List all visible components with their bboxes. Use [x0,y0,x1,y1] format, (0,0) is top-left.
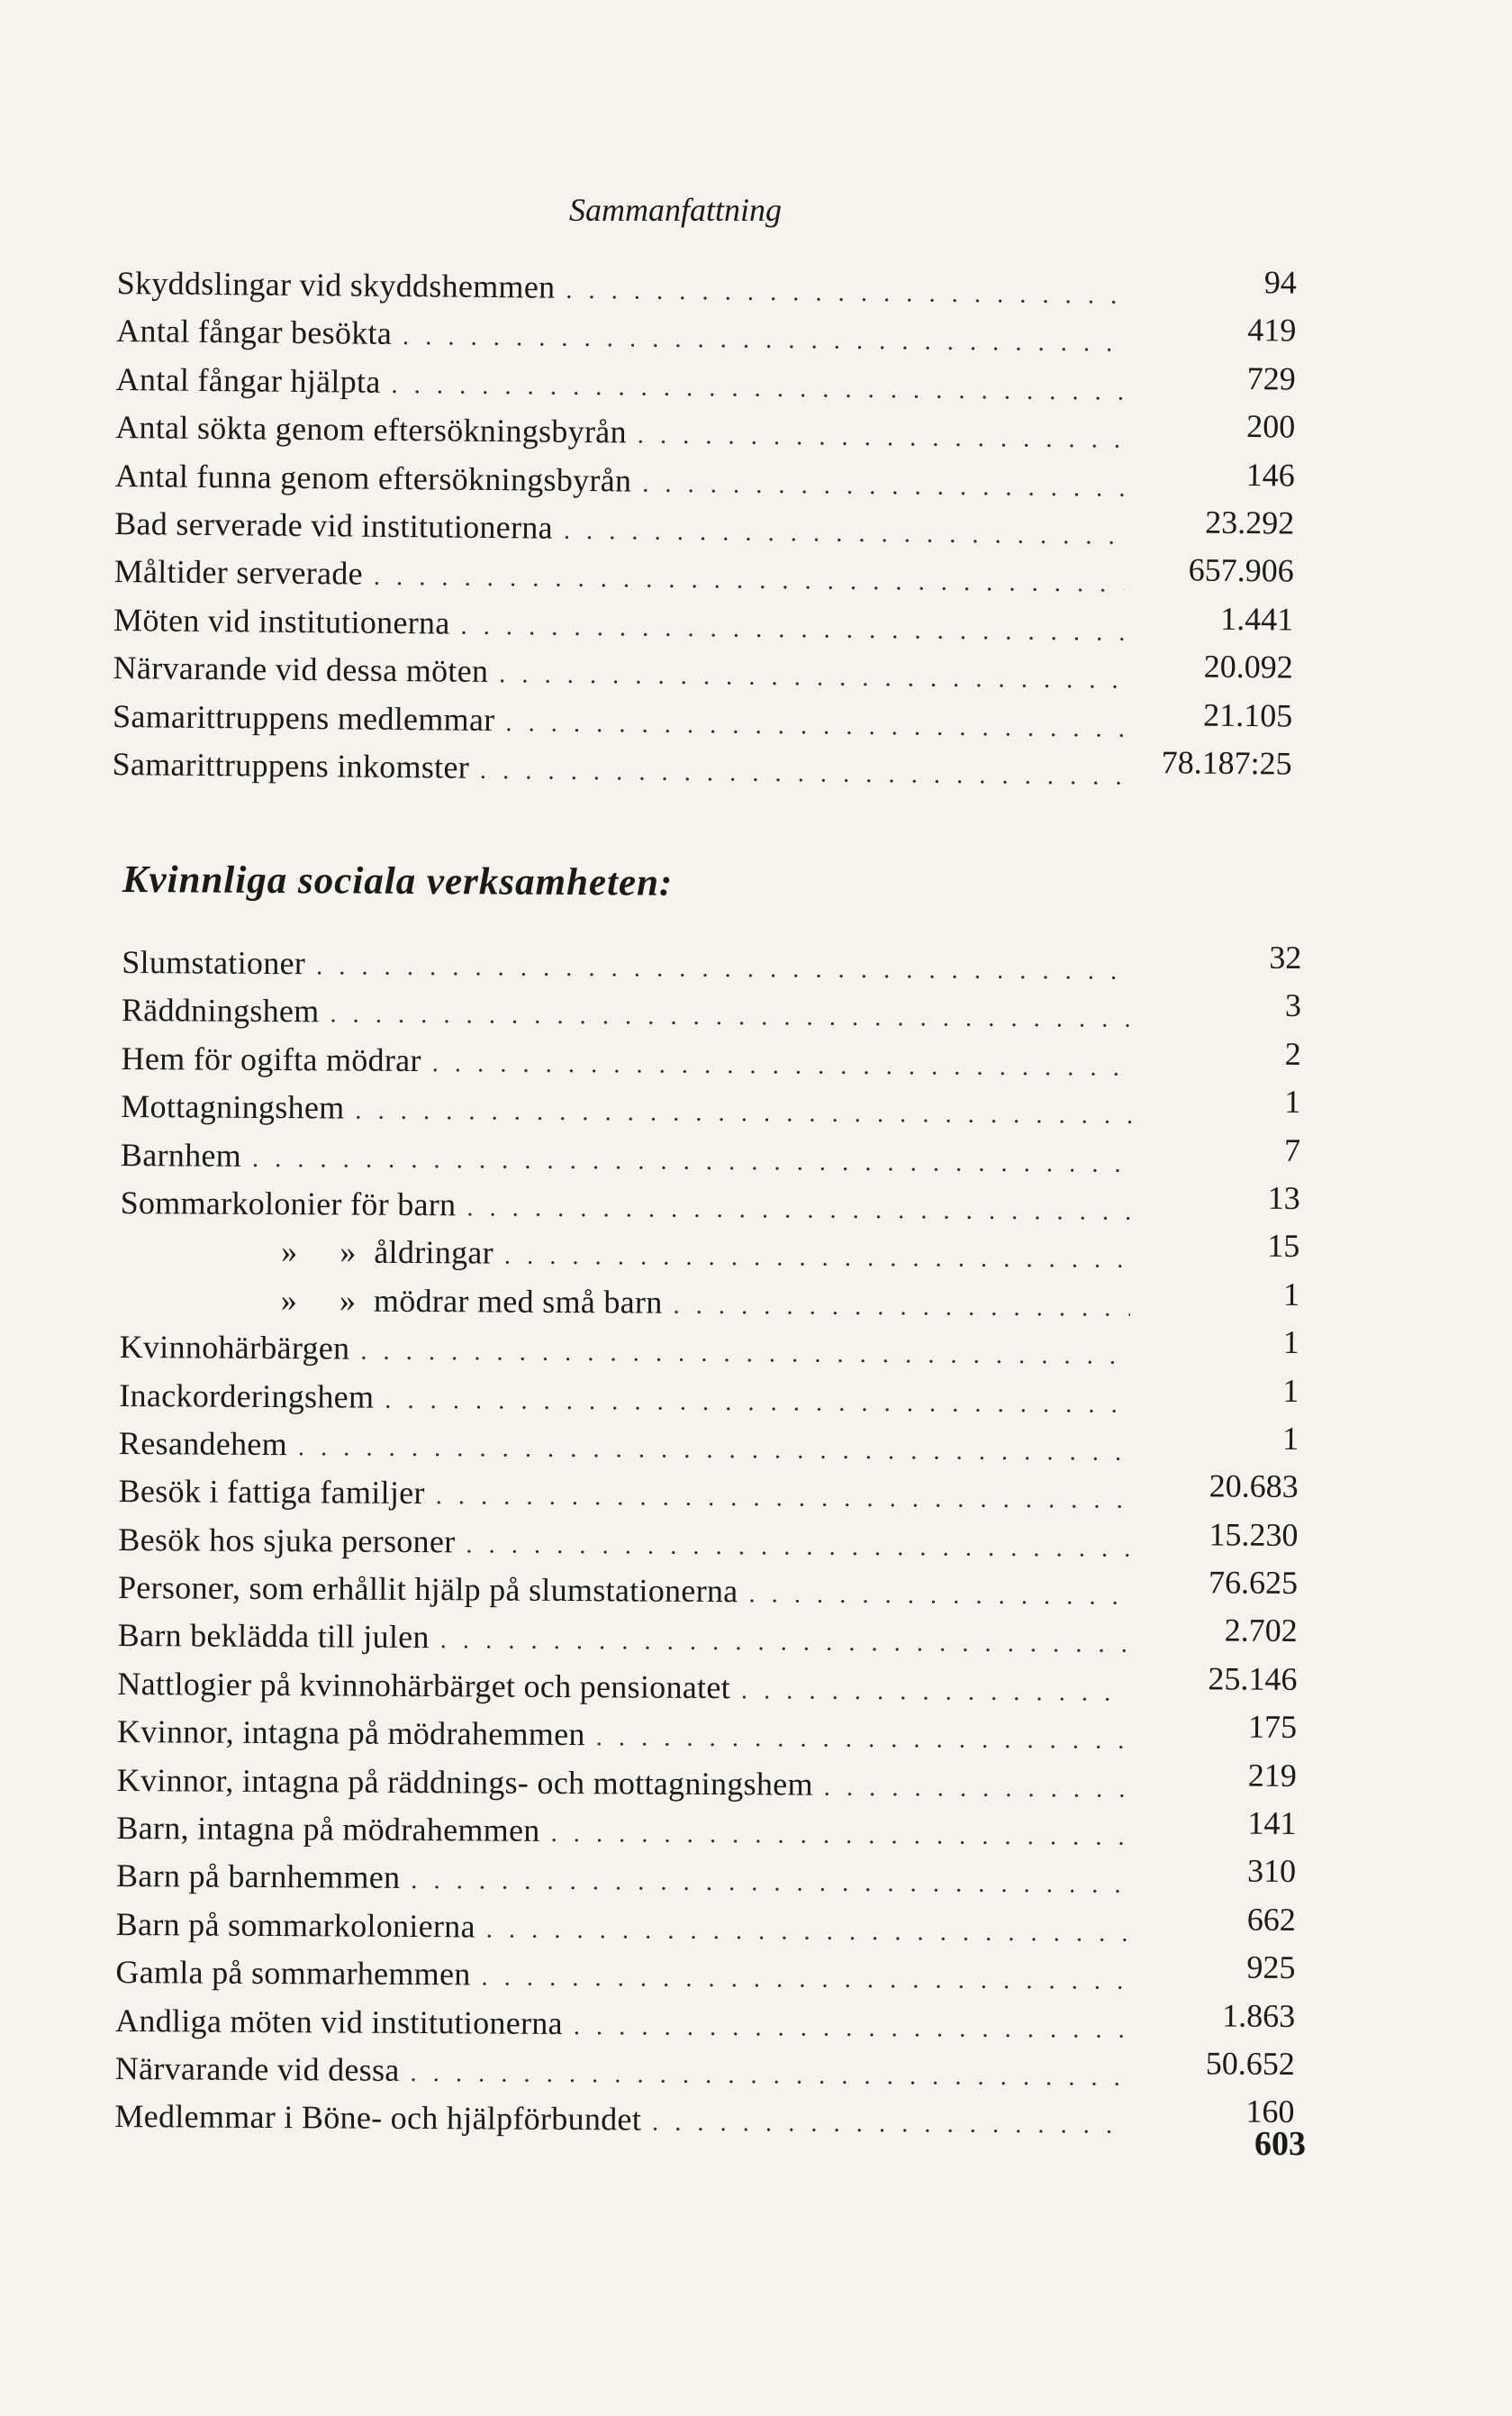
row-label: Barn, intagna på mödrahemmen [116,1810,540,1848]
row-value: 94 [1263,264,1298,301]
row-value: 729 [1246,359,1296,397]
summary-table [112,259,1297,800]
table-row [119,1372,1299,1427]
row-label: Hem för ogifta mödrar [121,1040,421,1078]
dot-leader [410,2049,1125,2102]
row-value: 1 [1282,1276,1300,1312]
row-value: 1 [1282,1372,1299,1409]
dot-leader [403,313,1127,368]
row-value: 1.863 [1222,1997,1296,2034]
dot-leader [316,942,1132,995]
row-label: Skyddslingar vid skyddshemmen [116,264,556,305]
row-value: 175 [1247,1708,1298,1746]
row-label: Sommarkolonier för barn [120,1184,457,1223]
table-row [117,1708,1297,1763]
dot-leader [355,1087,1131,1140]
dot-leader [596,1713,1128,1765]
dot-leader [330,991,1132,1044]
dot-leader [499,650,1124,704]
row-value: 141 [1247,1804,1297,1842]
row-label: Inackorderingshem [119,1376,375,1415]
row-label: Slumstationer [122,943,306,982]
womens-social-work-table [114,939,1301,2148]
ditto-mark: » [280,1281,298,1318]
table-row [118,1516,1298,1571]
row-label: Närvarande vid dessa [114,2049,400,2088]
table-row [121,1131,1300,1186]
dot-leader [550,1810,1127,1861]
row-value: 310 [1247,1853,1297,1890]
row-label: Barn på sommarkolonierna [115,1905,475,1945]
row-label: Måltider serverade [113,553,364,592]
row-value: 2 [1284,1035,1301,1072]
row-label: Kvinnohärbärgen [119,1329,350,1367]
table-row [115,2045,1295,2100]
dot-leader [748,1570,1128,1621]
row-value: 15.230 [1209,1516,1299,1553]
dot-leader [360,1328,1130,1381]
row-value: 20.683 [1209,1467,1299,1505]
dot-leader [564,507,1126,560]
row-value: 160 [1245,2094,1295,2130]
ditto-mark: » [281,1233,298,1270]
table-row [116,1852,1296,1907]
dot-leader [673,1281,1130,1332]
row-label: Antal fångar besökta [116,313,393,352]
row-label: Mottagningshem [121,1088,345,1126]
table-row [116,1804,1296,1859]
row-value: 2.702 [1224,1612,1298,1649]
table-row [120,1179,1299,1234]
row-label: Barn på barnhemmen [115,1857,401,1896]
row-label: Antal fångar hjälpta [115,360,381,400]
row-label: Nattlogier på kvinnohärbärget och pensionatet [117,1665,731,1705]
table-row [120,1227,1299,1282]
row-value: 219 [1247,1757,1297,1794]
dot-leader [466,1184,1131,1236]
dot-leader [741,1667,1128,1717]
row-label [120,1227,493,1277]
table-row [122,986,1301,1041]
table-row [114,2093,1294,2148]
dot-leader [652,2099,1126,2150]
dot-leader [466,1521,1128,1573]
section-heading: Kvinnliga sociala verksamheten: [122,858,674,904]
table-row [117,1660,1297,1715]
dot-leader [436,1472,1129,1524]
row-value: 1 [1284,1084,1301,1121]
ditto-mark: » [340,1233,357,1270]
row-label: Kvinnor, intagna på mödrahemmen [116,1713,585,1753]
dot-leader [505,699,1123,753]
row-value: 7 [1283,1131,1301,1168]
ditto-mark: » [339,1282,357,1319]
page-number: 603 [1254,2125,1306,2163]
table-row [121,1035,1300,1090]
dot-leader [638,412,1127,465]
running-head: Sammanfattning [568,192,782,228]
row-value: 1.441 [1220,600,1294,638]
row-value: 419 [1247,312,1297,349]
row-label: Gamla på sommarhemmen [115,1954,471,1993]
row-label: Barn beklädda till julen [117,1617,430,1656]
row-value: 23.292 [1205,504,1295,541]
row-label: Besök i fattiga familjer [118,1473,425,1512]
dot-leader [411,1857,1127,1909]
row-label-text: mödrar med små barn [373,1282,663,1321]
row-label: Möten vid institutionerna [113,601,450,641]
row-value: 657.906 [1188,551,1294,589]
row-value: 3 [1284,987,1302,1024]
row-label: Antal sökta genom eftersökningsbyrån [115,409,628,450]
dot-leader [480,747,1123,801]
row-value: 662 [1246,1901,1296,1938]
row-value: 76.625 [1208,1564,1299,1602]
row-value: 20.092 [1203,648,1293,686]
dot-leader [504,1232,1131,1285]
table-row [121,1083,1300,1138]
table-row [116,1901,1296,1956]
row-label: Besök hos sjuka personer [118,1521,456,1559]
table-row [118,1564,1298,1619]
row-value: 13 [1267,1179,1300,1216]
row-label: Samarittruppens inkomster [112,745,470,786]
dot-leader [298,1423,1129,1476]
row-value: 15 [1267,1228,1300,1265]
row-label: Barnhem [120,1136,242,1174]
dot-leader [481,1954,1126,2006]
row-value: 1 [1282,1324,1299,1361]
dot-leader [566,267,1127,320]
row-value: 25.146 [1208,1660,1298,1697]
table-row [118,1612,1298,1667]
row-value: 32 [1269,939,1302,976]
row-value: 200 [1246,408,1296,445]
dot-leader [460,602,1124,656]
dot-leader [385,1376,1129,1428]
table-row [119,1420,1299,1475]
dot-leader [574,2003,1126,2054]
dot-leader [642,459,1126,513]
womens-social-work-section [114,854,1302,2148]
dot-leader [440,1617,1128,1669]
row-label: Resandehem [118,1424,288,1463]
row-label: Kvinnor, intagna på räddnings- och mottagningshem [116,1761,813,1803]
row-value: 1 [1281,1420,1299,1457]
row-value: 925 [1246,1948,1296,1986]
table-row [120,1276,1299,1331]
row-value: 78.187:25 [1161,744,1292,782]
dot-leader [374,553,1125,608]
dot-leader [486,1905,1127,1957]
table-row [119,1323,1299,1378]
row-value: 146 [1245,456,1295,494]
table-row [115,1948,1295,2003]
table-row [115,1997,1295,2052]
row-label: Räddningshem [121,992,320,1030]
table-row [117,1757,1297,1812]
row-label: Medlemmar i Böne- och hjälpförbundet [114,2098,642,2138]
row-label: Antal funna genom eftersökningsbyrån [114,457,632,499]
row-label: Samarittruppens medlemmar [112,697,495,738]
row-label [120,1276,663,1327]
row-value: 21.105 [1203,696,1293,734]
table-row [119,1467,1299,1522]
row-label: Närvarande vid dessa möten [113,649,489,690]
table-row [122,939,1301,994]
row-label-text: åldringar [374,1234,494,1271]
dot-leader [824,1763,1127,1812]
row-label: Personer, som erhållit hjälp på slumstationerna [117,1569,738,1610]
row-value: 50.652 [1205,2045,1295,2082]
row-label: Bad serverade vid institutionerna [113,504,554,546]
row-label: Andliga möten vid institutionerna [114,2002,564,2041]
dot-leader [432,1040,1132,1092]
